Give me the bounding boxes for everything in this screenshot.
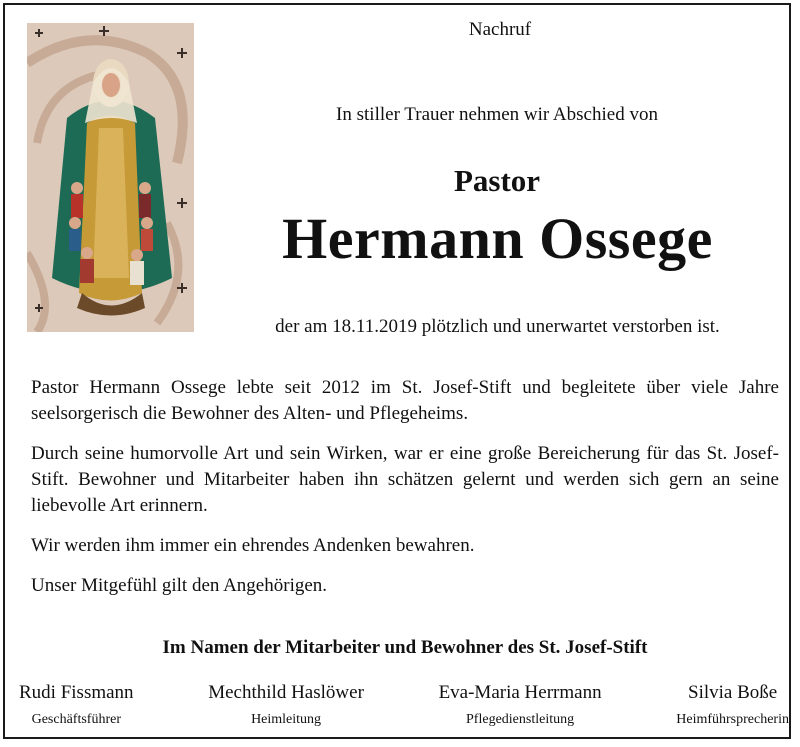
obituary-frame — [3, 3, 791, 739]
signoff-line: Im Namen der Mitarbeiter und Bewohner des St. Josef-Stift — [162, 637, 648, 658]
signer-name: Mechthild Haslöwer — [208, 682, 364, 703]
signers-row — [19, 681, 789, 731]
signer — [439, 681, 602, 731]
deceased-name: Hermann Ossege — [282, 206, 713, 271]
signer-role: Heimleitung — [251, 712, 322, 727]
header-label: Nachruf — [468, 19, 532, 40]
deceased-title: Pastor — [453, 163, 541, 198]
signer — [208, 681, 364, 731]
madonna-statue-icon — [27, 23, 194, 332]
body-paragraph: Pastor Hermann Ossege lebte seit 2012 im St. Josef-Stift und begleitete über viele Jahre seelsorgerisch die Bewohner des Alten- und Pflegeheims. — [31, 377, 779, 424]
intro-line: In stiller Trauer nehmen wir Abschied von — [336, 104, 658, 125]
body-paragraph: Wir werden ihm immer ein ehrendes Andenken bewahren. — [31, 535, 475, 556]
body-paragraph: Durch seine humorvolle Art und sein Wirken, war er eine große Bereicherung für das St. Josef-Stift. Bewohner und Mitarbeiter haben ihn schätzen gelernt und werden sich gern an seine liebevolle Art erinnern. — [31, 443, 779, 516]
signer — [676, 681, 789, 731]
signer-role: Heimführsprecherin — [676, 712, 789, 727]
signer — [19, 681, 134, 731]
body-paragraph: Unser Mitgefühl gilt den Angehörigen. — [31, 575, 328, 596]
madonna-statue-image — [27, 23, 194, 332]
signer-role: Pflegedienstleitung — [466, 712, 575, 727]
death-line: der am 18.11.2019 plötzlich und unerwartet verstorben ist. — [275, 316, 720, 337]
signer-role: Geschäftsführer — [31, 712, 121, 727]
obituary-body — [31, 375, 779, 613]
signer-name: Rudi Fissmann — [19, 682, 134, 703]
signer-name: Eva-Maria Herrmann — [438, 682, 602, 703]
signer-name: Silvia Boße — [688, 682, 778, 703]
